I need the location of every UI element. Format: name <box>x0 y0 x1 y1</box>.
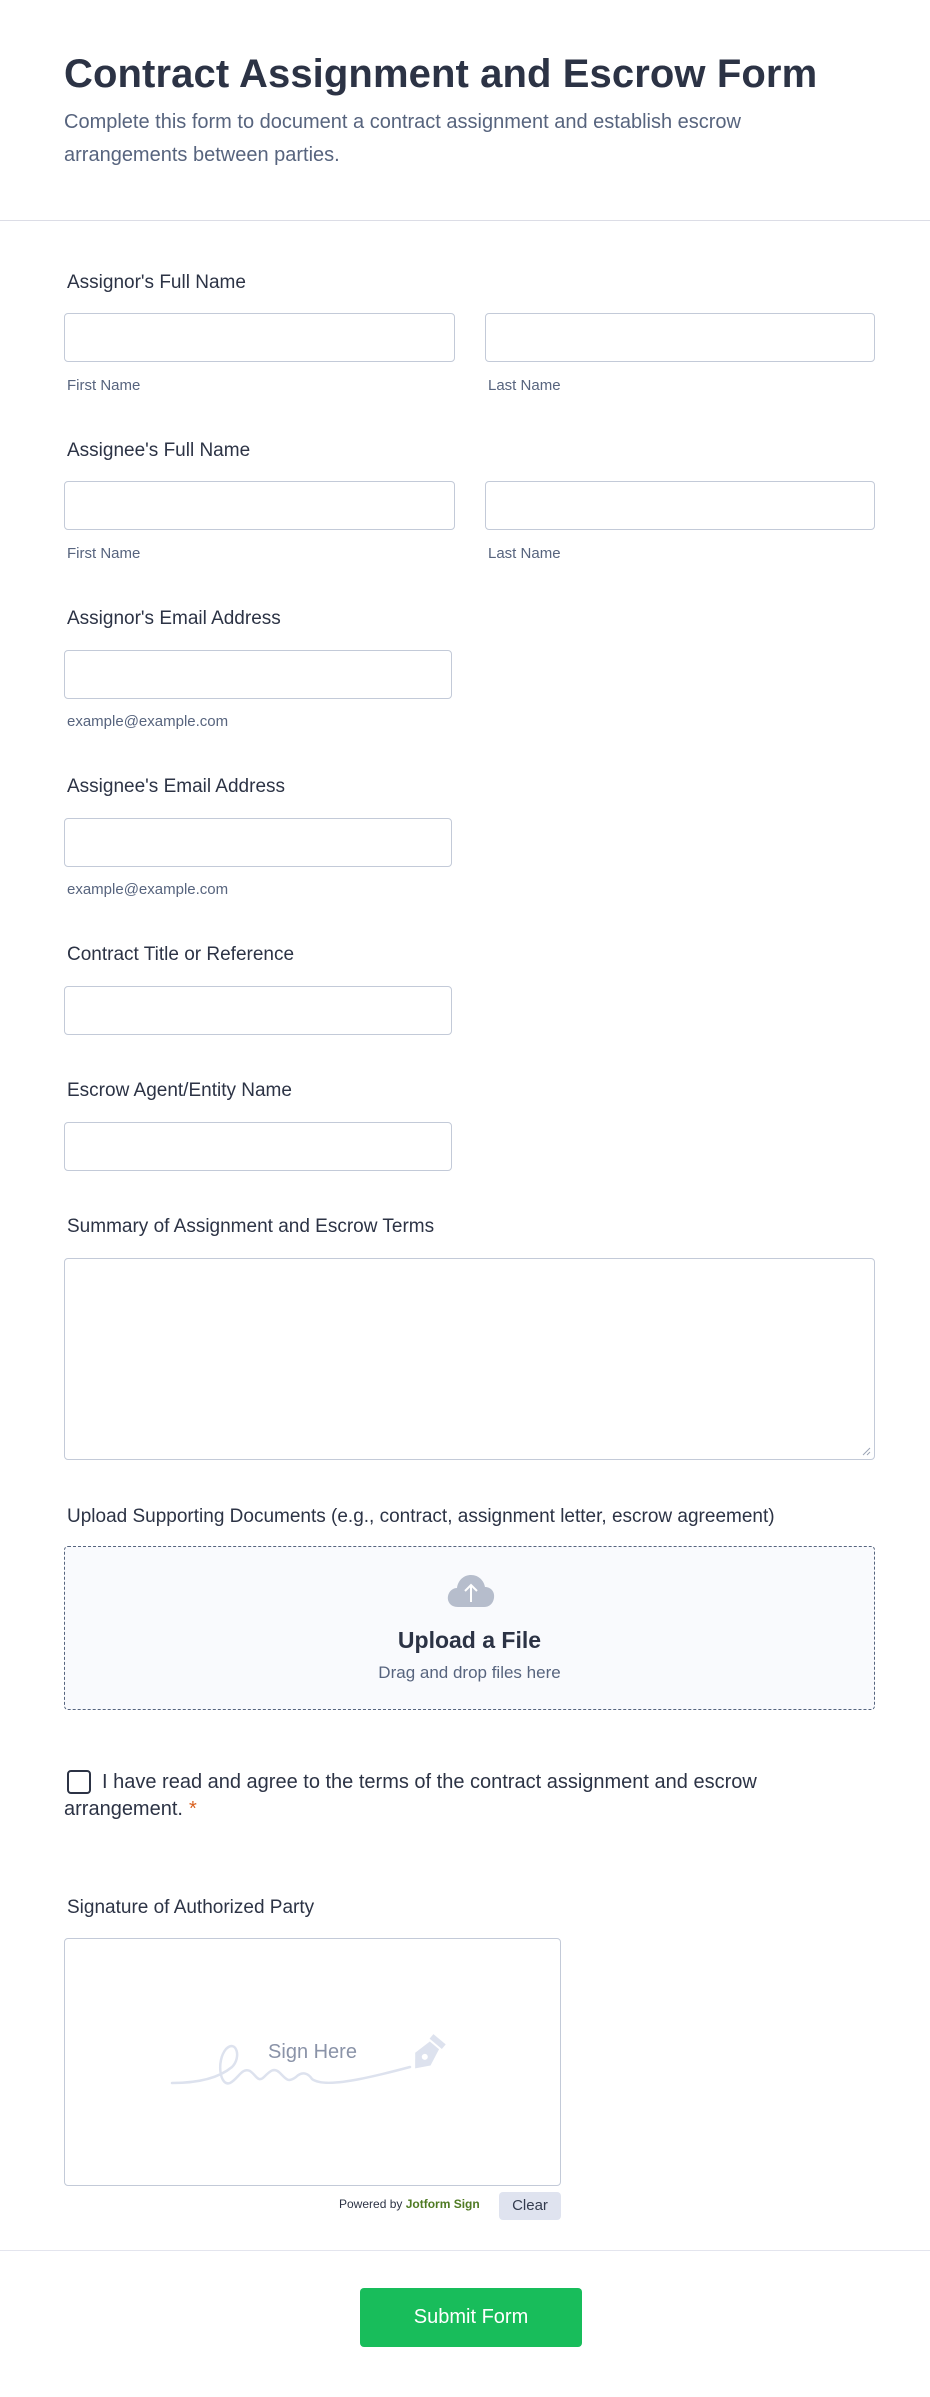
upload-subtitle: Drag and drop files here <box>378 1663 561 1682</box>
escrow-agent-input[interactable] <box>64 1122 452 1171</box>
contract-title-input[interactable] <box>64 986 452 1035</box>
assignee-first-name-sublabel: First Name <box>67 545 141 562</box>
assignee-email-label: Assignee's Email Address <box>67 776 286 797</box>
assignor-name-label: Assignor's Full Name <box>67 272 246 293</box>
escrow-agent-label: Escrow Agent/Entity Name <box>67 1080 292 1101</box>
signature-pad[interactable] <box>64 1938 561 2186</box>
footer-divider <box>0 2250 930 2251</box>
assignor-last-name-input[interactable] <box>485 313 875 362</box>
powered-by-text <box>339 2197 480 2211</box>
required-asterisk: * <box>188 1798 197 1820</box>
upload-title: Upload a File <box>397 1627 542 1653</box>
assignee-last-name-input[interactable] <box>485 481 875 530</box>
assignor-last-name-sublabel: Last Name <box>488 377 561 394</box>
summary-label: Summary of Assignment and Escrow Terms <box>67 1216 435 1237</box>
consent-label <box>64 1769 764 1823</box>
page-subtitle: Complete this form to document a contract assignment and establish escrow arrangements between parties. <box>64 111 741 166</box>
assignor-email-label: Assignor's Email Address <box>67 608 281 629</box>
consent-checkbox[interactable] <box>67 1770 91 1794</box>
assignor-email-sublabel: example@example.com <box>67 713 229 730</box>
clear-signature-button[interactable]: Clear <box>499 2192 561 2220</box>
assignor-email-input[interactable] <box>64 650 452 699</box>
form-header <box>0 0 930 221</box>
assignor-first-name-input[interactable] <box>64 313 455 362</box>
consent-text: I have read and agree to the terms of the contract assignment and escrow arrangement. <box>64 1771 757 1820</box>
assignee-first-name-input[interactable] <box>64 481 455 530</box>
assignee-email-input[interactable] <box>64 818 452 867</box>
powered-prefix: Powered by <box>339 2197 403 2211</box>
sign-here-hint: Sign Here <box>268 2041 357 2063</box>
cloud-upload-icon <box>446 1573 496 1609</box>
contract-title-label: Contract Title or Reference <box>67 944 295 965</box>
submit-button[interactable]: Submit Form <box>360 2288 582 2347</box>
assignee-last-name-sublabel: Last Name <box>488 545 561 562</box>
assignee-name-label: Assignee's Full Name <box>67 440 251 461</box>
file-upload-dropzone[interactable] <box>64 1546 875 1710</box>
resize-grip-icon[interactable] <box>861 1446 871 1456</box>
summary-textarea[interactable] <box>64 1258 875 1460</box>
assignor-first-name-sublabel: First Name <box>67 377 141 394</box>
page-title: Contract Assignment and Escrow Form <box>64 52 818 96</box>
upload-label: Upload Supporting Documents (e.g., contract, assignment letter, escrow agreement) <box>67 1506 775 1527</box>
assignee-email-sublabel: example@example.com <box>67 881 229 898</box>
jotform-sign-link: Jotform Sign <box>405 2197 480 2211</box>
signature-label: Signature of Authorized Party <box>67 1897 315 1918</box>
